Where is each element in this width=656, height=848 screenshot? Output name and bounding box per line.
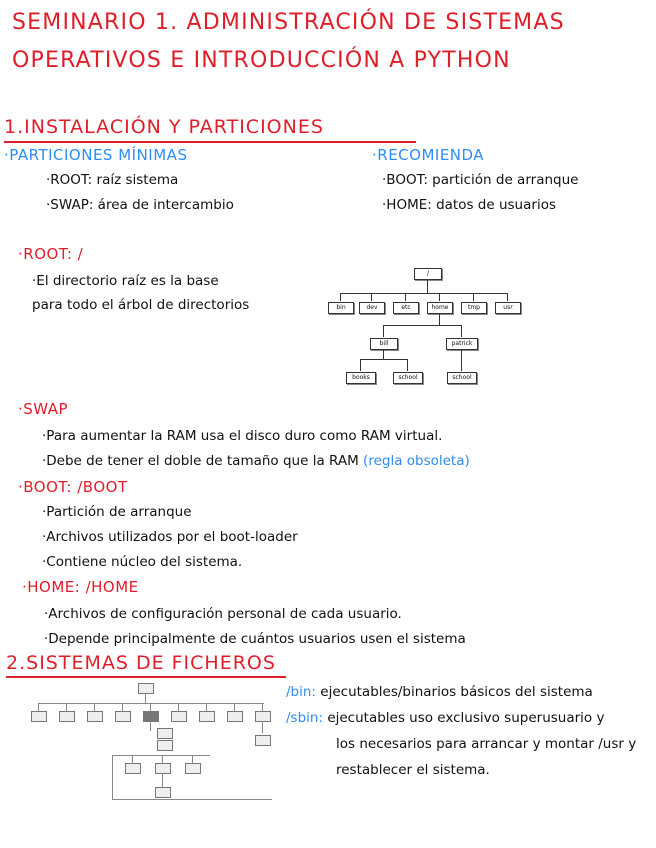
boot-title: ·BOOT: /BOOT xyxy=(18,478,128,496)
fs-node xyxy=(171,711,187,722)
tree-node-school-patrick: school xyxy=(447,372,477,384)
tree-node-school-bill: school xyxy=(393,372,423,384)
fs-node xyxy=(227,711,243,722)
tree-node-patrick: patrick xyxy=(446,338,478,350)
home-title: ·HOME: /HOME xyxy=(22,578,139,596)
bin-description: /bin: ejecutables/binarios básicos del sistema xyxy=(286,684,593,700)
page-title-line-2: OPERATIVOS E INTRODUCCIÓN A PYTHON xyxy=(12,48,511,73)
root-text-line-1: ·El directorio raíz es la base xyxy=(32,273,219,289)
boot-item-1: ·Partición de arranque xyxy=(42,504,192,520)
tree-node-books: books xyxy=(346,372,376,384)
tree-node-etc: etc xyxy=(393,302,419,314)
tree-node-root: / xyxy=(414,268,442,280)
home-item-2: ·Depende principalmente de cuántos usuarios usen el sistema xyxy=(44,631,466,647)
fs-node xyxy=(157,740,173,751)
fs-node xyxy=(59,711,75,722)
sbin-description-line-2: los necesarios para arrancar y montar /usr y xyxy=(336,736,637,752)
fs-node xyxy=(155,763,171,774)
fs-node xyxy=(155,787,171,798)
fs-node xyxy=(157,728,173,739)
tree-node-usr: usr xyxy=(495,302,521,314)
page-title-line-1: SEMINARIO 1. ADMINISTRACIÓN DE SISTEMAS xyxy=(12,10,565,35)
fs-node xyxy=(185,763,201,774)
tree-node-home: home xyxy=(427,302,453,314)
boot-item-2: ·Archivos utilizados por el boot-loader xyxy=(42,529,298,545)
sbin-description-line-3: restablecer el sistema. xyxy=(336,762,490,778)
recommended-title: ·RECOMIENDA xyxy=(372,146,485,164)
recommended-item-boot: ·BOOT: partición de arranque xyxy=(382,172,579,188)
fs-node xyxy=(125,763,141,774)
sbin-description-line-1: /sbin: ejecutables uso exclusivo superusuario y xyxy=(286,710,605,726)
fs-root-node xyxy=(138,683,154,694)
fs-node xyxy=(31,711,47,722)
tree-node-dev: dev xyxy=(359,302,385,314)
fs-node-highlight xyxy=(143,711,159,722)
fs-node xyxy=(255,711,271,722)
root-title: ·ROOT: / xyxy=(18,245,84,263)
minimal-partitions-title: ·PARTICIONES MÍNIMAS xyxy=(4,146,188,164)
root-text-line-2: para todo el árbol de directorios xyxy=(32,297,250,313)
tree-node-bill: bill xyxy=(370,338,398,350)
section-1-heading: 1.INSTALACIÓN Y PARTICIONES xyxy=(4,116,324,138)
fs-node xyxy=(115,711,131,722)
section-1-underline xyxy=(4,141,416,143)
section-2-heading: 2.SISTEMAS DE FICHEROS xyxy=(6,652,276,674)
recommended-item-home: ·HOME: datos de usuarios xyxy=(382,197,556,213)
fs-node xyxy=(87,711,103,722)
swap-item-1: ·Para aumentar la RAM usa el disco duro como RAM virtual. xyxy=(42,428,443,444)
tree-node-tmp: tmp xyxy=(461,302,487,314)
boot-item-3: ·Contiene núcleo del sistema. xyxy=(42,554,243,570)
home-item-1: ·Archivos de configuración personal de cada usuario. xyxy=(44,606,402,622)
swap-note: (regla obsoleta) xyxy=(363,453,470,469)
tree-node-bin: bin xyxy=(328,302,354,314)
swap-item-2: ·Debe de tener el doble de tamaño que la RAM (regla obsoleta) xyxy=(42,453,470,469)
fs-node xyxy=(255,735,271,746)
minimal-item-root: ·ROOT: raíz sistema xyxy=(46,172,179,188)
minimal-item-swap: ·SWAP: área de intercambio xyxy=(46,197,234,213)
bin-label: /bin: xyxy=(286,684,316,700)
sbin-label: /sbin: xyxy=(286,710,324,726)
section-2-underline xyxy=(6,676,286,678)
fs-node xyxy=(199,711,215,722)
swap-title: ·SWAP xyxy=(18,400,69,418)
